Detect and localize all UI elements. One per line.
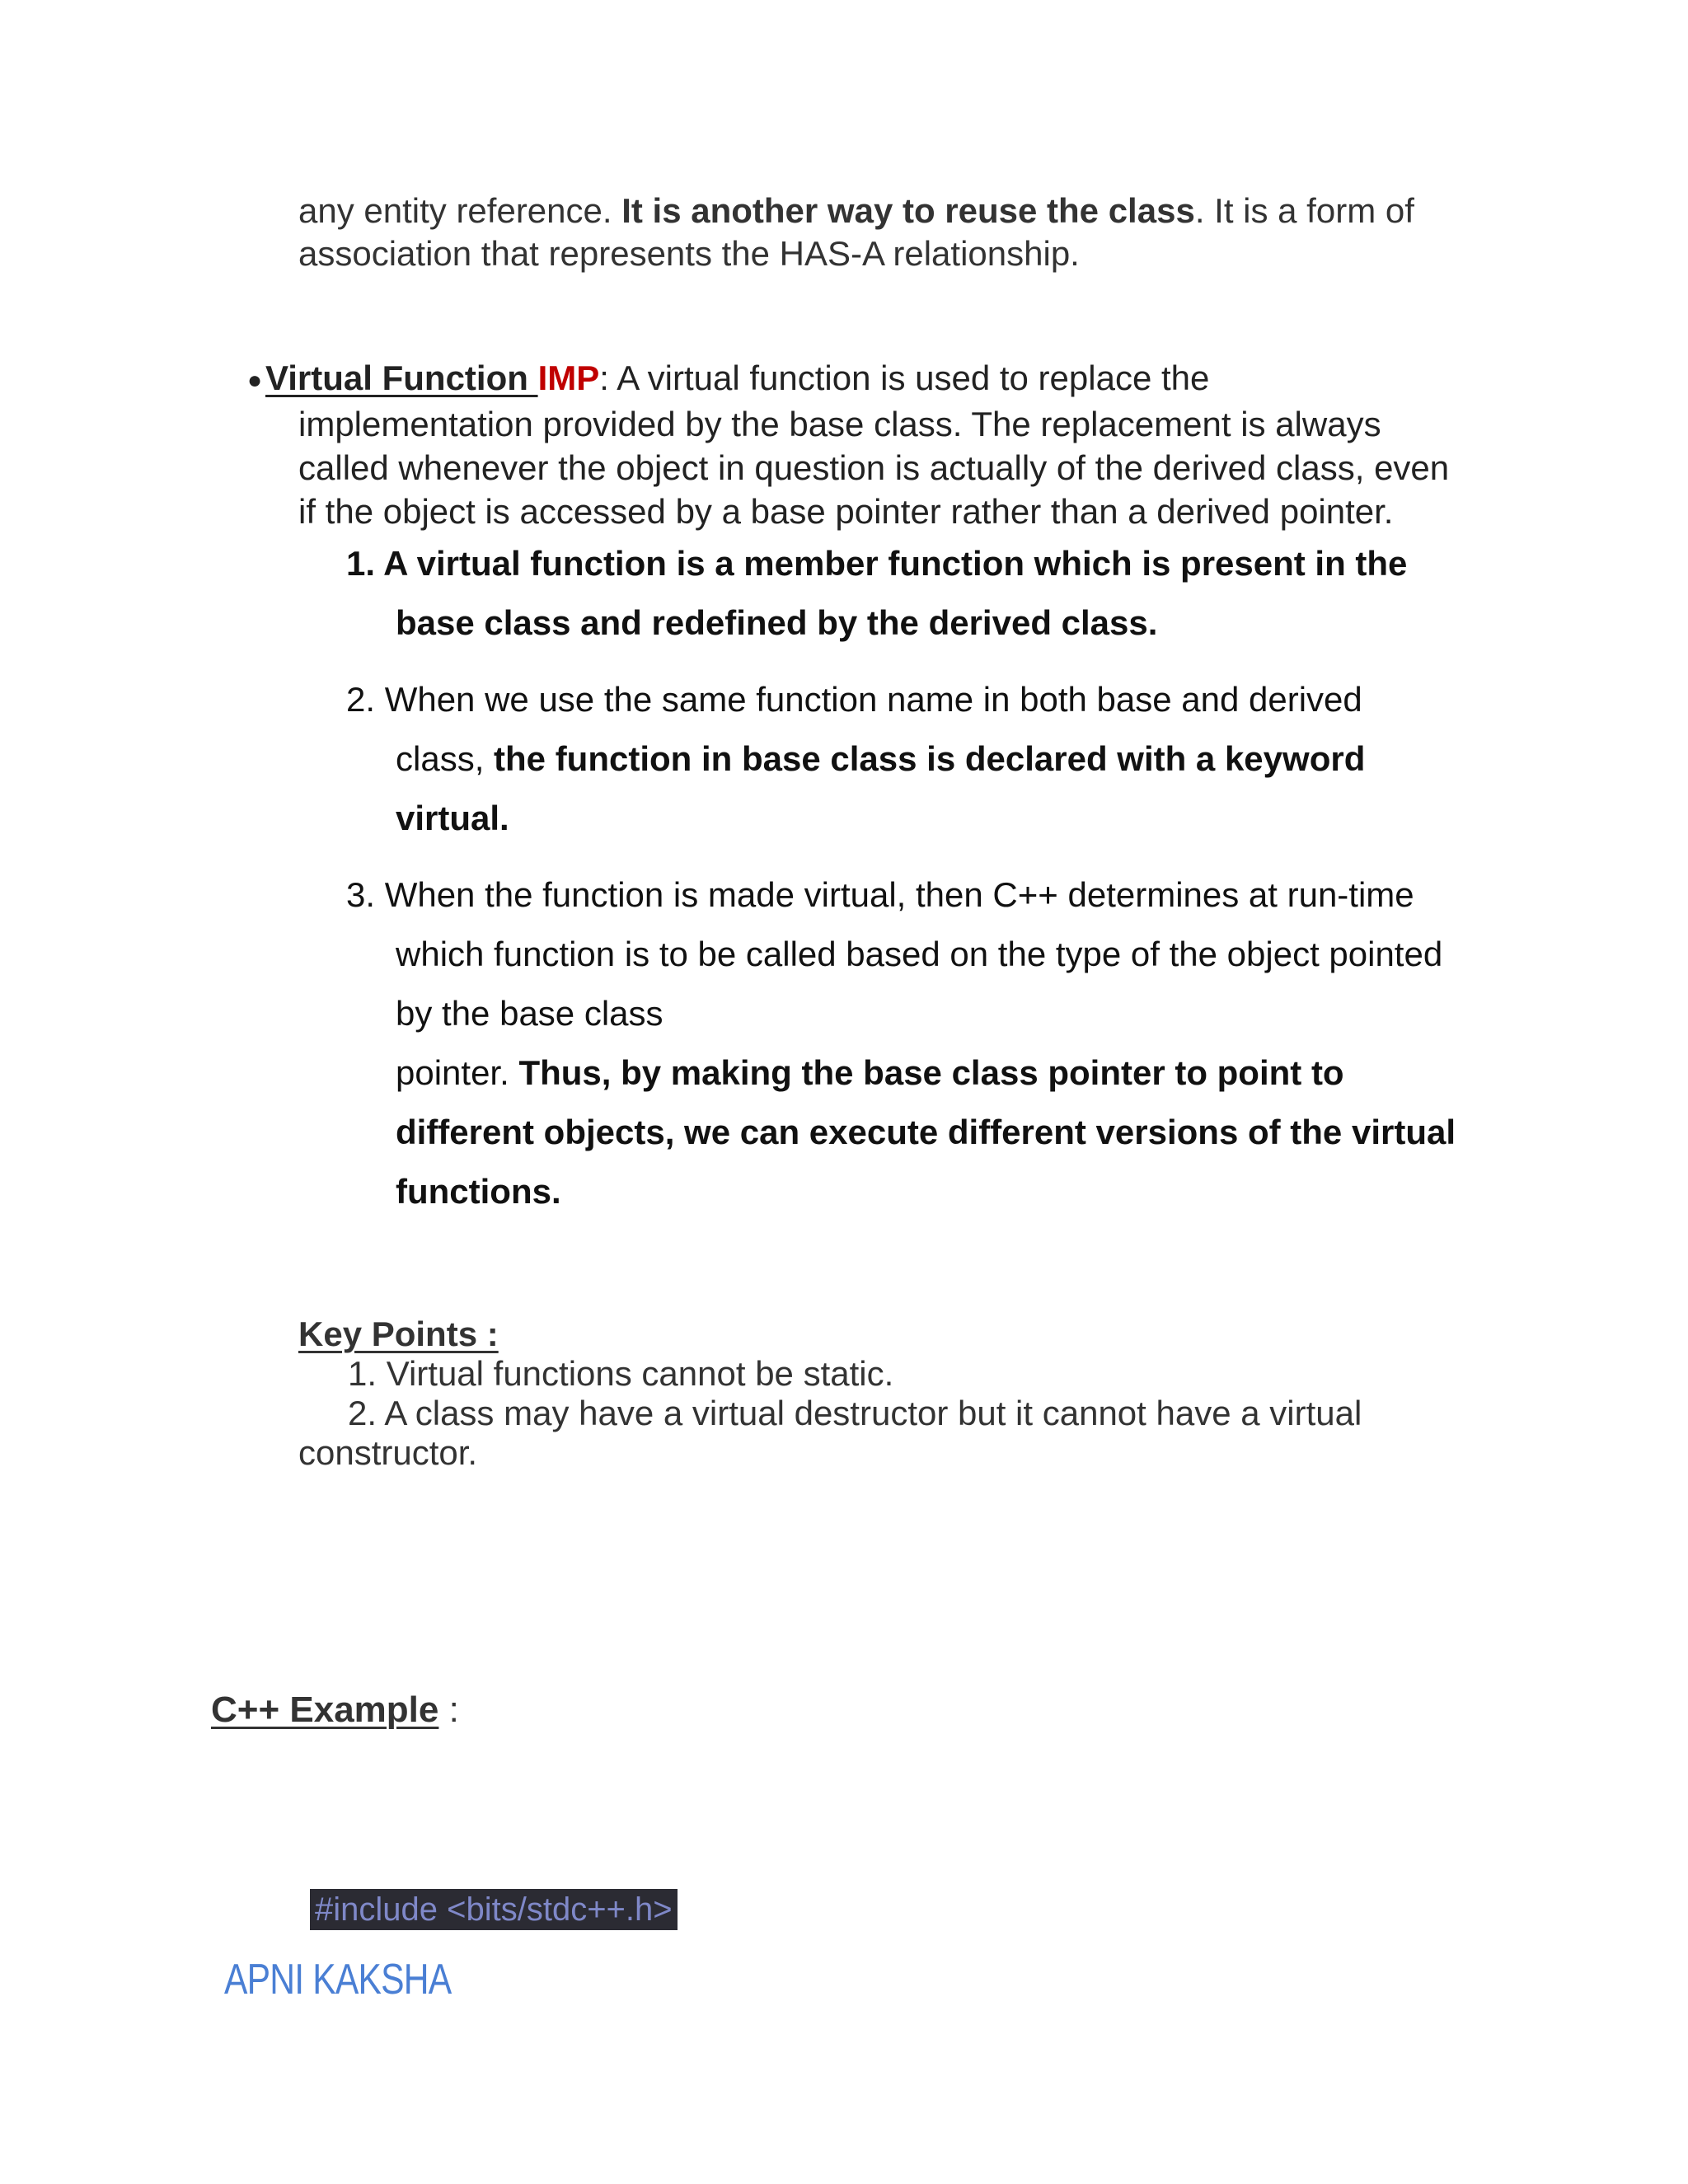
key-points-heading: Key Points :	[298, 1315, 499, 1353]
point-3-line-1: 3. When the function is made virtual, then C++ determines at run-time	[346, 875, 1414, 914]
point-3	[346, 865, 1456, 1221]
example-heading	[211, 1690, 459, 1731]
watermark-logo: APNI KAKSHA	[224, 1956, 452, 2004]
intro-line-2: association that represents the HAS-A relationship.	[298, 234, 1080, 273]
intro-bold-text: It is another way to reuse the class	[621, 191, 1195, 230]
point-3-bold-text: Thus, by making the base class pointer to point to	[518, 1053, 1344, 1092]
virtual-function-definition: : A virtual function is used to replace the	[599, 359, 1210, 397]
bullet-icon: ●	[247, 367, 263, 395]
point-3-line-4	[346, 1043, 1456, 1103]
point-3-line-3: by the base class	[396, 994, 663, 1033]
key-point-item: 2. A class may have a virtual destructor but it cannot have a virtual	[348, 1394, 1362, 1432]
point-2-bold-text: the function in base class is declared with a keyword	[494, 739, 1366, 778]
virtual-function-section	[247, 356, 1449, 533]
point-2-line-3: virtual.	[396, 799, 509, 837]
virtual-function-line-2: implementation provided by the base class. The replacement is always	[298, 405, 1381, 444]
point-2-line-1: 2. When we use the same function name in both base and derived	[346, 680, 1362, 719]
virtual-function-line-3: called whenever the object in question is actually of the derived class, even	[298, 448, 1450, 488]
imp-label: IMP	[537, 359, 600, 397]
point-1-line-1: 1. A virtual function is a member function which is present in the	[346, 544, 1408, 583]
virtual-function-term: Virtual Function	[265, 359, 538, 397]
key-point-item: 1. Virtual functions cannot be static.	[348, 1354, 894, 1393]
key-points-section	[298, 1315, 1362, 1473]
example-heading-colon: :	[438, 1690, 459, 1730]
point-2	[346, 670, 1365, 848]
point-3-line-6: functions.	[396, 1172, 561, 1211]
intro-text-tail: . It is a form of	[1194, 191, 1414, 230]
point-3-text: pointer.	[396, 1053, 519, 1092]
point-3-line-2: which function is to be called based on the type of the object pointed	[396, 935, 1443, 973]
point-1	[346, 534, 1407, 653]
virtual-function-line-1	[247, 356, 1449, 402]
point-2-line-2	[346, 729, 1365, 789]
point-1-line-2: base class and redefined by the derived class.	[396, 603, 1158, 642]
key-point-continuation: constructor.	[298, 1433, 478, 1472]
code-include-line: #include <bits/stdc++.h>	[310, 1889, 678, 1930]
point-2-text: class,	[396, 739, 495, 778]
intro-text: any entity reference.	[298, 191, 622, 230]
intro-paragraph	[298, 190, 1414, 275]
intro-line-1	[298, 190, 1414, 232]
virtual-function-line-4: if the object is accessed by a base pointer rather than a derived pointer.	[298, 492, 1394, 532]
point-3-line-5: different objects, we can execute different versions of the virtual	[396, 1113, 1456, 1151]
example-heading-text: C++ Example	[211, 1690, 439, 1730]
